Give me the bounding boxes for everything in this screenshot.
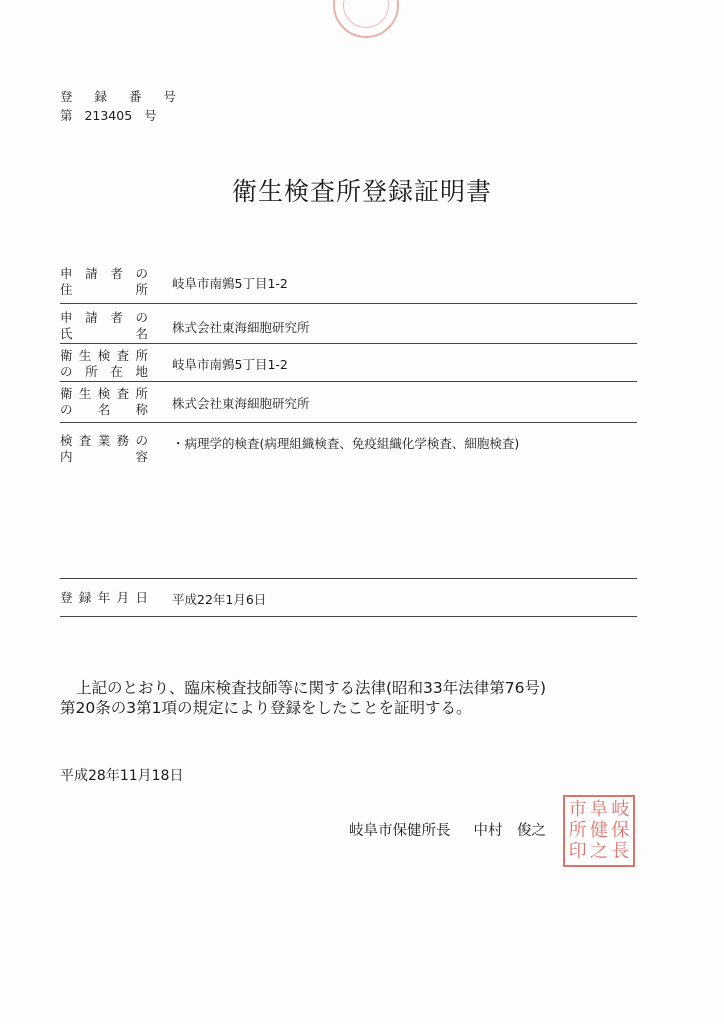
label-line2: の 所 在 地 <box>60 364 148 379</box>
field-value: 平成22年1月6日 <box>172 592 267 607</box>
registration-number-label: 登 録 番 号 <box>60 89 185 104</box>
official-seal-stamp: 市 阜 岐 所 健 保 印 之 長 <box>563 795 635 867</box>
field-value: 岐阜市南鶉5丁目1-2 <box>172 276 288 291</box>
label-line1: 衛 生 検 査 所 <box>60 348 148 363</box>
statement-line1: 上記のとおり、臨床検査技師等に関する法律(昭和33年法律第76号) <box>76 679 547 697</box>
document-title: 衛生検査所登録証明書 <box>231 177 492 206</box>
label-line1: 衛 生 検 査 所 <box>60 386 148 401</box>
registration-number: 第 213405 号 <box>60 108 157 123</box>
issuer-name: 中村 俊之 <box>473 823 547 839</box>
certification-statement <box>60 678 546 718</box>
divider <box>60 381 637 382</box>
field-label <box>60 266 148 298</box>
label-line1: 検 査 業 務 の <box>60 433 148 448</box>
label-line1: 申 請 者 の <box>60 310 148 325</box>
issuer <box>349 819 546 840</box>
field-value: 株式会社東海細胞研究所 <box>172 396 310 411</box>
label-line1: 申 請 者 の <box>60 266 148 281</box>
divider <box>60 303 637 304</box>
divider <box>60 343 637 344</box>
divider <box>60 616 637 617</box>
field-value: ・病理学的検査(病理組織検査、免疫組織化学検査、細胞検査) <box>172 436 520 451</box>
label-line2: 内 容 <box>60 449 148 464</box>
field-value: 株式会社東海細胞研究所 <box>172 320 310 335</box>
field-label <box>60 386 148 418</box>
top-seal-stamp <box>333 0 399 38</box>
field-value: 岐阜市南鶉5丁目1-2 <box>172 357 288 372</box>
divider <box>60 578 637 579</box>
statement-line2: 第20条の3第1項の規定により登録をしたことを証明する。 <box>60 699 472 717</box>
field-label <box>60 590 148 606</box>
field-label <box>60 348 148 380</box>
divider <box>60 422 637 423</box>
label-line1: 登 録 年 月 日 <box>60 590 148 605</box>
label-line2: 住 所 <box>60 282 148 297</box>
label-line2: の 名 称 <box>60 402 148 417</box>
field-label <box>60 310 148 342</box>
label-line2: 氏 名 <box>60 326 148 341</box>
issue-date: 平成28年11月18日 <box>60 768 184 784</box>
field-label <box>60 433 148 465</box>
issuer-title: 岐阜市保健所長 <box>349 823 451 839</box>
